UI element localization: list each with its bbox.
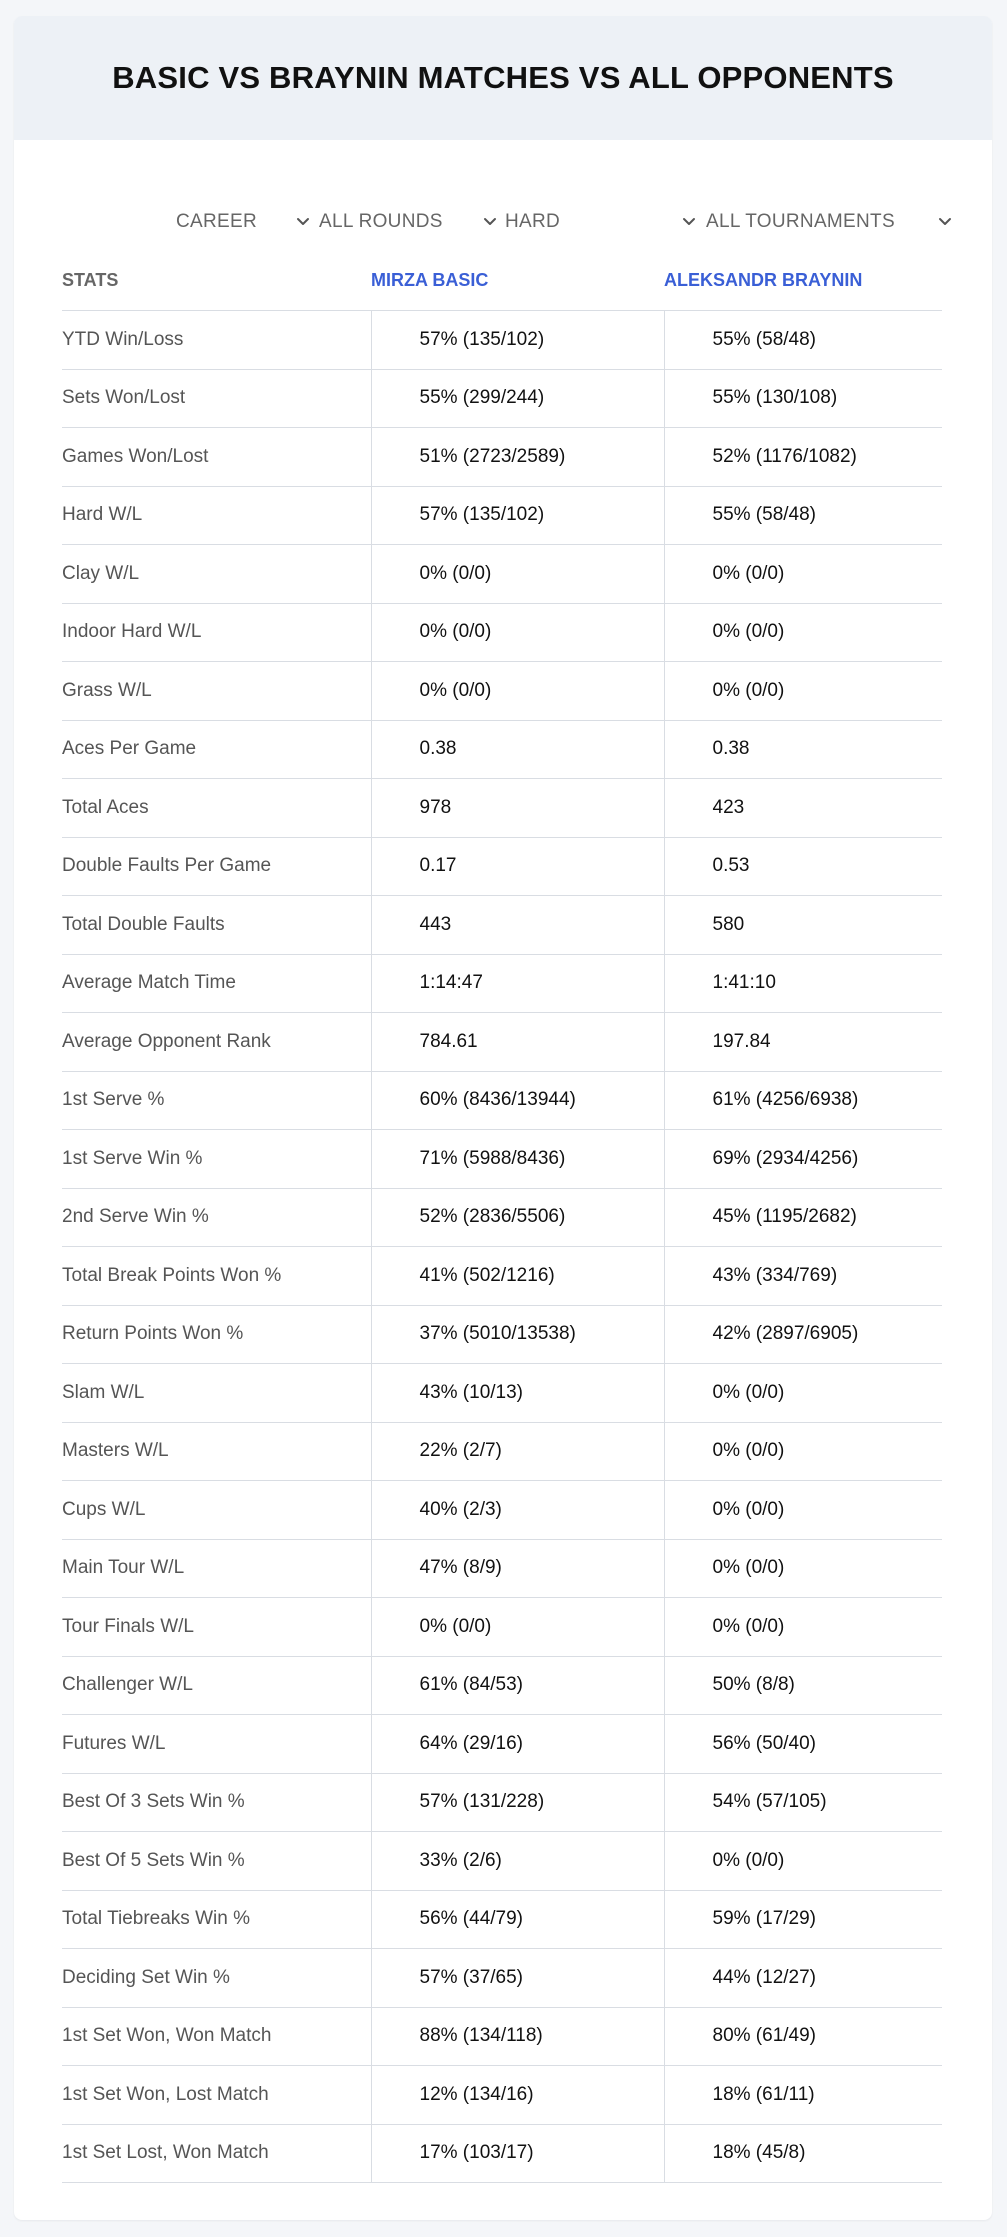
player1-stat-value: 978 [371, 779, 664, 838]
stat-label: Main Tour W/L [62, 1539, 371, 1598]
table-row [62, 1832, 942, 1891]
stat-label: Challenger W/L [62, 1656, 371, 1715]
player1-stat-value: 0% (0/0) [371, 545, 664, 604]
period-select-label: CAREER [176, 211, 257, 232]
table-row [62, 779, 942, 838]
player1-stat-value: 33% (2/6) [371, 1832, 664, 1891]
table-row [62, 1247, 942, 1306]
player1-name-link[interactable]: MIRZA BASIC [371, 269, 489, 290]
player2-stat-value: 0% (0/0) [664, 1364, 942, 1423]
player2-stat-value: 0% (0/0) [664, 662, 942, 721]
stat-label: Indoor Hard W/L [62, 603, 371, 662]
player2-stat-value: 50% (8/8) [664, 1656, 942, 1715]
player2-stat-value: 0% (0/0) [664, 1598, 942, 1657]
chevron-down-icon [481, 213, 499, 231]
player1-stat-value: 57% (37/65) [371, 1949, 664, 2008]
stat-label: Total Tiebreaks Win % [62, 1890, 371, 1949]
player2-stat-value: 56% (50/40) [664, 1715, 942, 1774]
player2-stat-value: 45% (1195/2682) [664, 1188, 942, 1247]
player1-stat-value: 43% (10/13) [371, 1364, 664, 1423]
chevron-down-icon [294, 213, 312, 231]
stat-label: Total Double Faults [62, 896, 371, 955]
player2-stat-value: 55% (58/48) [664, 486, 942, 545]
stat-label: Average Opponent Rank [62, 1013, 371, 1072]
player1-stat-value: 784.61 [371, 1013, 664, 1072]
player2-stat-value: 18% (45/8) [664, 2124, 942, 2183]
stat-label: 2nd Serve Win % [62, 1188, 371, 1247]
table-row [62, 1071, 942, 1130]
player2-stat-value: 52% (1176/1082) [664, 428, 942, 487]
player1-stat-value: 56% (44/79) [371, 1890, 664, 1949]
table-row [62, 428, 942, 487]
player1-stat-value: 0% (0/0) [371, 662, 664, 721]
player2-stat-value: 61% (4256/6938) [664, 1071, 942, 1130]
player2-stat-value: 80% (61/49) [664, 2007, 942, 2066]
player1-stat-value: 37% (5010/13538) [371, 1305, 664, 1364]
player1-stat-value: 55% (299/244) [371, 369, 664, 428]
table-row [62, 1656, 942, 1715]
table-row [62, 1539, 942, 1598]
table-row [62, 1598, 942, 1657]
surface-select[interactable] [505, 194, 698, 250]
tournaments-select[interactable] [706, 194, 954, 250]
stat-label: Return Points Won % [62, 1305, 371, 1364]
table-row [62, 603, 942, 662]
player1-stat-value: 47% (8/9) [371, 1539, 664, 1598]
player1-stat-value: 0% (0/0) [371, 603, 664, 662]
stat-label: Futures W/L [62, 1715, 371, 1774]
chevron-down-icon [680, 213, 698, 231]
player1-stat-value: 17% (103/17) [371, 2124, 664, 2183]
stat-label: Best Of 5 Sets Win % [62, 1832, 371, 1891]
stat-label: 1st Set Won, Won Match [62, 2007, 371, 2066]
table-row [62, 837, 942, 896]
table-row [62, 1188, 942, 1247]
table-row [62, 1773, 942, 1832]
stat-label: Best Of 3 Sets Win % [62, 1773, 371, 1832]
table-row [62, 954, 942, 1013]
stat-label: 1st Set Lost, Won Match [62, 2124, 371, 2183]
player1-stat-value: 40% (2/3) [371, 1481, 664, 1540]
player1-stat-value: 61% (84/53) [371, 1656, 664, 1715]
stat-label: Grass W/L [62, 662, 371, 721]
player1-stat-value: 52% (2836/5506) [371, 1188, 664, 1247]
table-row [62, 1364, 942, 1423]
stat-label: 1st Serve % [62, 1071, 371, 1130]
player2-stat-value: 0.53 [664, 837, 942, 896]
table-row [62, 2124, 942, 2183]
table-header-row [62, 250, 942, 311]
stat-label: Hard W/L [62, 486, 371, 545]
stat-label: Slam W/L [62, 1364, 371, 1423]
table-row [62, 720, 942, 779]
player2-stat-value: 0% (0/0) [664, 545, 942, 604]
stat-label: Total Break Points Won % [62, 1247, 371, 1306]
player1-stat-value: 60% (8436/13944) [371, 1071, 664, 1130]
stat-label: Cups W/L [62, 1481, 371, 1540]
player2-stat-value: 69% (2934/4256) [664, 1130, 942, 1189]
stats-card [14, 16, 992, 2220]
player1-stat-value: 57% (135/102) [371, 311, 664, 370]
stat-label: YTD Win/Loss [62, 311, 371, 370]
stat-label: Masters W/L [62, 1422, 371, 1481]
player2-stat-value: 44% (12/27) [664, 1949, 942, 2008]
table-row [62, 545, 942, 604]
player1-stat-value: 41% (502/1216) [371, 1247, 664, 1306]
player2-stat-value: 42% (2897/6905) [664, 1305, 942, 1364]
player1-stat-value: 57% (131/228) [371, 1773, 664, 1832]
player2-stat-value: 59% (17/29) [664, 1890, 942, 1949]
table-row [62, 486, 942, 545]
player2-stat-value: 55% (58/48) [664, 311, 942, 370]
stats-table-body [62, 311, 942, 2183]
player2-stat-value: 1:41:10 [664, 954, 942, 1013]
chevron-down-icon [936, 213, 954, 231]
player2-name-link[interactable]: ALEKSANDR BRAYNIN [664, 269, 863, 290]
rounds-select-label: ALL ROUNDS [319, 211, 443, 232]
player2-stat-value: 0% (0/0) [664, 1422, 942, 1481]
player1-stat-value: 64% (29/16) [371, 1715, 664, 1774]
stat-label: Games Won/Lost [62, 428, 371, 487]
table-row [62, 1013, 942, 1072]
player2-stat-value: 0% (0/0) [664, 603, 942, 662]
table-row [62, 1130, 942, 1189]
stat-label: Aces Per Game [62, 720, 371, 779]
table-row [62, 662, 942, 721]
player1-stat-value: 0.17 [371, 837, 664, 896]
table-row [62, 1715, 942, 1774]
player1-stat-value: 0% (0/0) [371, 1598, 664, 1657]
period-select[interactable] [176, 194, 312, 250]
table-row [62, 1949, 942, 2008]
surface-select-label: HARD [505, 211, 561, 232]
rounds-select[interactable] [319, 194, 499, 250]
table-row [62, 311, 942, 370]
player2-stat-value: 580 [664, 896, 942, 955]
stat-label: Clay W/L [62, 545, 371, 604]
player2-stat-value: 18% (61/11) [664, 2066, 942, 2125]
player1-stat-value: 0.38 [371, 720, 664, 779]
table-row [62, 896, 942, 955]
table-row [62, 1890, 942, 1949]
player2-stat-value: 197.84 [664, 1013, 942, 1072]
player2-stat-value: 54% (57/105) [664, 1773, 942, 1832]
table-row [62, 369, 942, 428]
stat-label: Sets Won/Lost [62, 369, 371, 428]
player1-stat-value: 443 [371, 896, 664, 955]
table-row [62, 1481, 942, 1540]
page-title: BASIC VS BRAYNIN MATCHES VS ALL OPPONENTS [112, 60, 894, 95]
player2-stat-value: 43% (334/769) [664, 1247, 942, 1306]
player2-stat-value: 0% (0/0) [664, 1539, 942, 1598]
stat-label: Average Match Time [62, 954, 371, 1013]
player1-stat-value: 71% (5988/8436) [371, 1130, 664, 1189]
player1-stat-value: 1:14:47 [371, 954, 664, 1013]
player2-stat-value: 0% (0/0) [664, 1832, 942, 1891]
stat-label: Tour Finals W/L [62, 1598, 371, 1657]
stat-label: 1st Serve Win % [62, 1130, 371, 1189]
player1-stat-value: 57% (135/102) [371, 486, 664, 545]
stat-label: Deciding Set Win % [62, 1949, 371, 2008]
stats-column-header: STATS [62, 269, 119, 290]
table-row [62, 2007, 942, 2066]
player1-stat-value: 88% (134/118) [371, 2007, 664, 2066]
stat-label: Total Aces [62, 779, 371, 838]
stat-label: 1st Set Won, Lost Match [62, 2066, 371, 2125]
player1-stat-value: 22% (2/7) [371, 1422, 664, 1481]
player2-stat-value: 0% (0/0) [664, 1481, 942, 1540]
filter-bar [14, 194, 992, 250]
player1-stat-value: 12% (134/16) [371, 2066, 664, 2125]
table-row [62, 2066, 942, 2125]
stat-label: Double Faults Per Game [62, 837, 371, 896]
card-header [14, 16, 992, 140]
table-row [62, 1422, 942, 1481]
stats-table [62, 250, 942, 2183]
tournaments-select-label: ALL TOURNAMENTS [706, 211, 895, 232]
player2-stat-value: 0.38 [664, 720, 942, 779]
player2-stat-value: 55% (130/108) [664, 369, 942, 428]
player2-stat-value: 423 [664, 779, 942, 838]
player1-stat-value: 51% (2723/2589) [371, 428, 664, 487]
table-row [62, 1305, 942, 1364]
